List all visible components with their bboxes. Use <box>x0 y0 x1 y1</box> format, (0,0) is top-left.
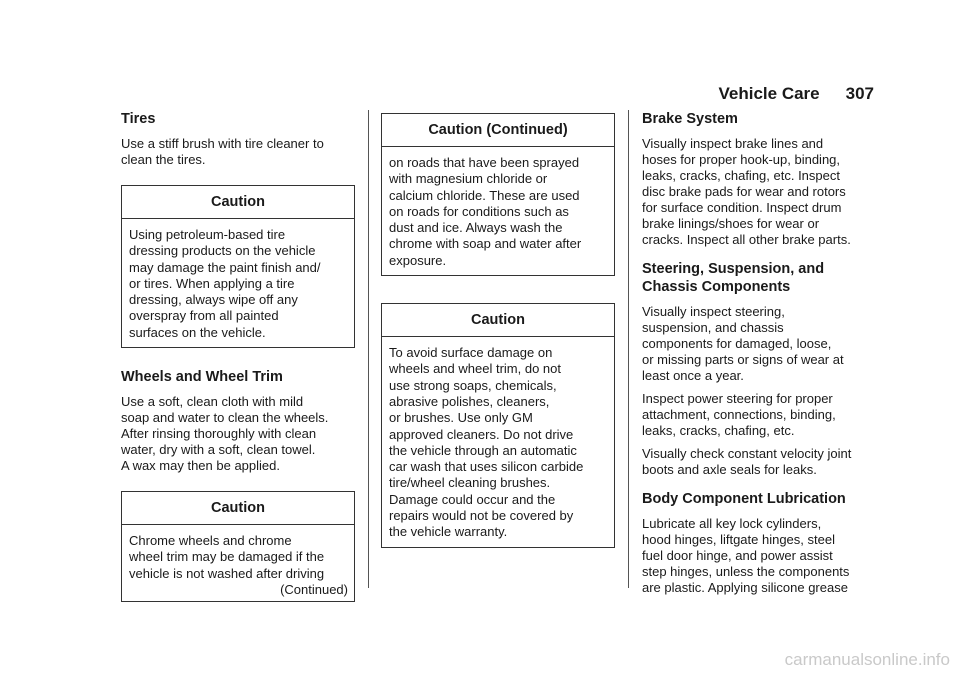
column-right <box>642 110 882 603</box>
column-middle <box>381 113 615 548</box>
caution-body: To avoid surface damage on wheels and wheel trim, do not use strong soaps, chemicals, abrasive polishes, cleaners, or brushes. Use only GM approved cleaners. Do not drive the vehicle through an automatic car wash that uses silicon carbide tire/wheel cleaning brushes. Damage could occur and the repairs would not be covered by the vehicle warranty. <box>389 345 584 540</box>
caution-box-chrome <box>121 491 355 602</box>
steering-text-2: Inspect power steering for proper attachment, connections, binding, leaks, cracks, chafing, etc. <box>642 391 836 438</box>
column-divider <box>368 110 369 588</box>
page-header <box>719 84 875 104</box>
caution-body: on roads that have been sprayed with magnesium chloride or calcium chloride. These are used on roads for conditions such as dust and ice. Always wash the chrome with soap and water after exposure. <box>389 155 582 268</box>
caution-title: Caution <box>122 492 354 525</box>
caution-box-cleaners <box>381 303 615 548</box>
caution-box-continued <box>381 113 615 276</box>
caution-body: Chrome wheels and chrome wheel trim may be damaged if the vehicle is not washed after driving <box>129 533 325 581</box>
caution-title: Caution (Continued) <box>382 114 614 147</box>
body-lubrication-heading: Body Component Lubrication <box>642 491 846 507</box>
tires-text: Use a stiff brush with tire cleaner to clean the tires. <box>121 136 324 167</box>
wheels-text: Use a soft, clean cloth with mild soap and water to clean the wheels. After rinsing thoroughly with clean water, dry with a soft, clean towel. A wax may then be applied. <box>121 394 329 474</box>
tires-heading: Tires <box>121 111 156 127</box>
caution-title: Caution <box>382 304 614 337</box>
wheels-heading: Wheels and Wheel Trim <box>121 369 283 386</box>
caution-body: Using petroleum-based tire dressing products on the vehicle may damage the paint finish and/ or tires. When applying a tire dressing, always wipe off any overspray from all painted surfaces on the vehicle. <box>129 227 321 340</box>
section-title: Vehicle Care <box>718 84 820 103</box>
brake-heading: Brake System <box>642 111 738 127</box>
page-number: 307 <box>845 84 874 103</box>
caution-title: Caution <box>122 186 354 219</box>
brake-text: Visually inspect brake lines and hoses for proper hook-up, binding, leaks, cracks, chafing, etc. Inspect disc brake pads for wear and rotors for surface condition. Inspect drum brake linings/shoes for wear or cracks. Inspect all other brake parts. <box>642 136 851 247</box>
steering-text-3: Visually check constant velocity joint boots and axle seals for leaks. <box>642 446 852 477</box>
column-divider <box>628 110 629 588</box>
watermark: carmanualsonline.info <box>784 650 950 669</box>
body-lubrication-text: Lubricate all key lock cylinders, hood hinges, liftgate hinges, steel fuel door hinge, and power assist step hinges, unless the components are plastic. Applying silicone grease <box>642 516 850 595</box>
caution-box-petroleum <box>121 185 355 348</box>
steering-text-1: Visually inspect steering, suspension, and chassis components for damaged, loose, or missing parts or signs of wear at least once a year. <box>642 304 844 383</box>
steering-heading: Steering, Suspension, and Chassis Components <box>642 261 825 295</box>
continued-note: (Continued) <box>280 581 348 597</box>
column-left <box>121 110 357 602</box>
